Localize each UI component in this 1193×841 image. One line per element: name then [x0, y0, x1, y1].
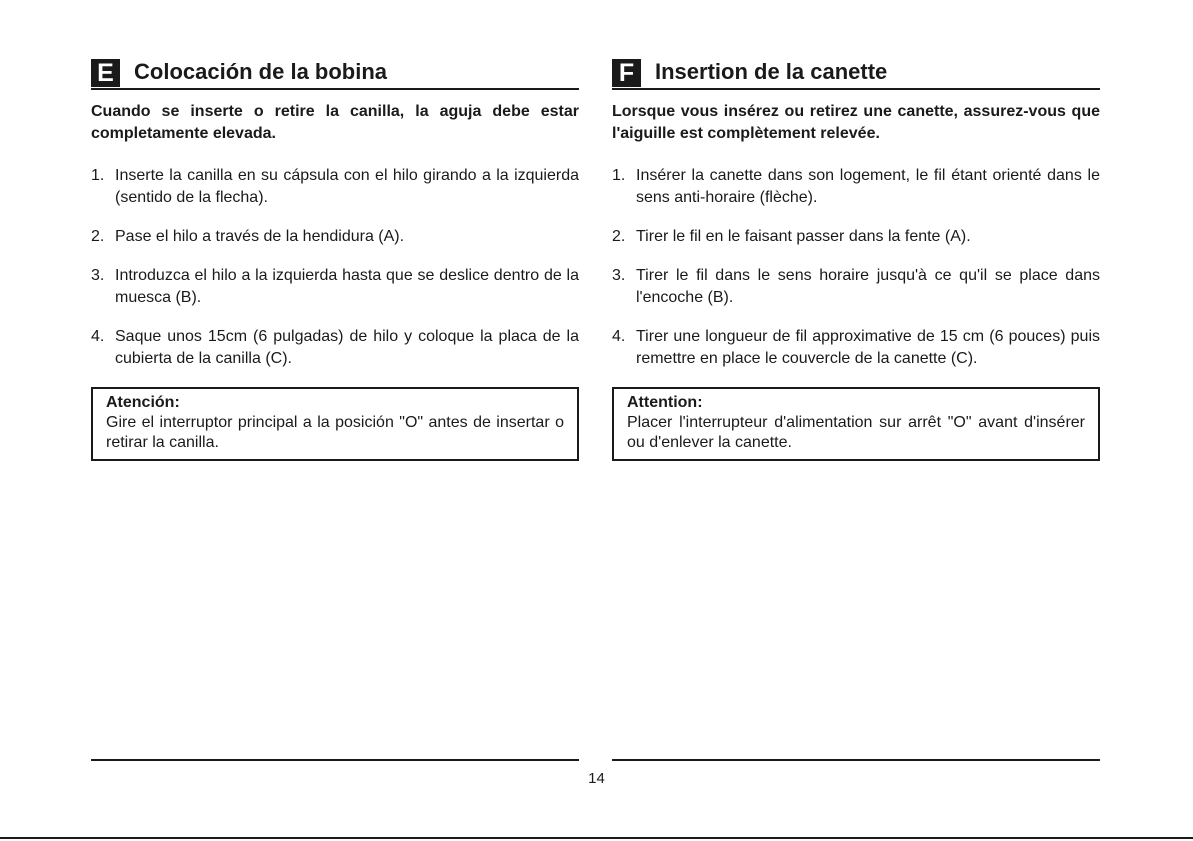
intro-text: Lorsque vous insérez ou retirez une canette, assurez-vous que l'aiguille est complètement relevée.: [612, 103, 1100, 142]
step-text: Introduzca el hilo a la izquierda hasta que se deslice dentro de la muesca (B).: [115, 267, 579, 306]
warning-title: Atención:: [106, 394, 180, 411]
step-number: 4.: [612, 328, 626, 345]
step-item: [91, 265, 579, 309]
step-number: 4.: [91, 328, 105, 345]
step-text: Inserte la canilla en su cápsula con el hilo girando a la izquierda (sentido de la flecha).: [115, 167, 579, 206]
section-title: Colocación de la bobina: [134, 59, 388, 84]
warning-text: Gire el interruptor principal a la posición "O" antes de insertar o retirar la canilla.: [106, 414, 564, 451]
step-text: Tirer une longueur de fil approximative de 15 cm (6 pouces) puis remettre en place le couvercle de la canette (C).: [636, 328, 1100, 367]
section-e: [91, 56, 579, 461]
intro-text: Cuando se inserte o retire la canilla, la aguja debe estar completamente elevada.: [91, 103, 579, 142]
step-text: Tirer le fil en le faisant passer dans la fente (A).: [636, 228, 971, 245]
steps-list: [612, 165, 1100, 370]
page-number: 14: [588, 770, 605, 787]
warning-text: Placer l'interrupteur d'alimentation sur arrêt "O" avant d'insérer ou d'enlever la canette.: [627, 414, 1085, 451]
step-item: [612, 326, 1100, 370]
footer-rule-right: [612, 759, 1100, 761]
footer-rule-left: [91, 759, 579, 761]
step-item: [91, 165, 579, 209]
warning-box: [612, 387, 1100, 461]
step-text: Tirer le fil dans le sens horaire jusqu'à ce qu'il se place dans l'encoche (B).: [636, 267, 1100, 306]
section-title: Insertion de la canette: [655, 59, 888, 84]
bottom-border: [0, 837, 1193, 839]
steps-list: [91, 165, 579, 370]
step-number: 2.: [91, 228, 105, 245]
step-item: [91, 226, 579, 248]
step-item: [612, 265, 1100, 309]
step-number: 2.: [612, 228, 626, 245]
warning-title: Attention:: [627, 394, 703, 411]
section-letter-badge: F: [612, 59, 641, 87]
step-item: [612, 226, 1100, 248]
section-f: [612, 56, 1100, 461]
step-number: 1.: [612, 167, 626, 184]
step-item: [612, 165, 1100, 209]
section-letter-badge: E: [91, 59, 120, 87]
step-number: 3.: [91, 267, 105, 284]
section-header: [91, 56, 579, 90]
step-number: 3.: [612, 267, 626, 284]
step-item: [91, 326, 579, 370]
section-header: [612, 56, 1100, 90]
step-text: Saque unos 15cm (6 pulgadas) de hilo y coloque la placa de la cubierta de la canilla (C).: [115, 328, 579, 367]
step-number: 1.: [91, 167, 105, 184]
step-text: Insérer la canette dans son logement, le fil étant orienté dans le sens anti-horaire (flèche).: [636, 167, 1100, 206]
step-text: Pase el hilo a través de la hendidura (A).: [115, 228, 405, 245]
warning-box: [91, 387, 579, 461]
